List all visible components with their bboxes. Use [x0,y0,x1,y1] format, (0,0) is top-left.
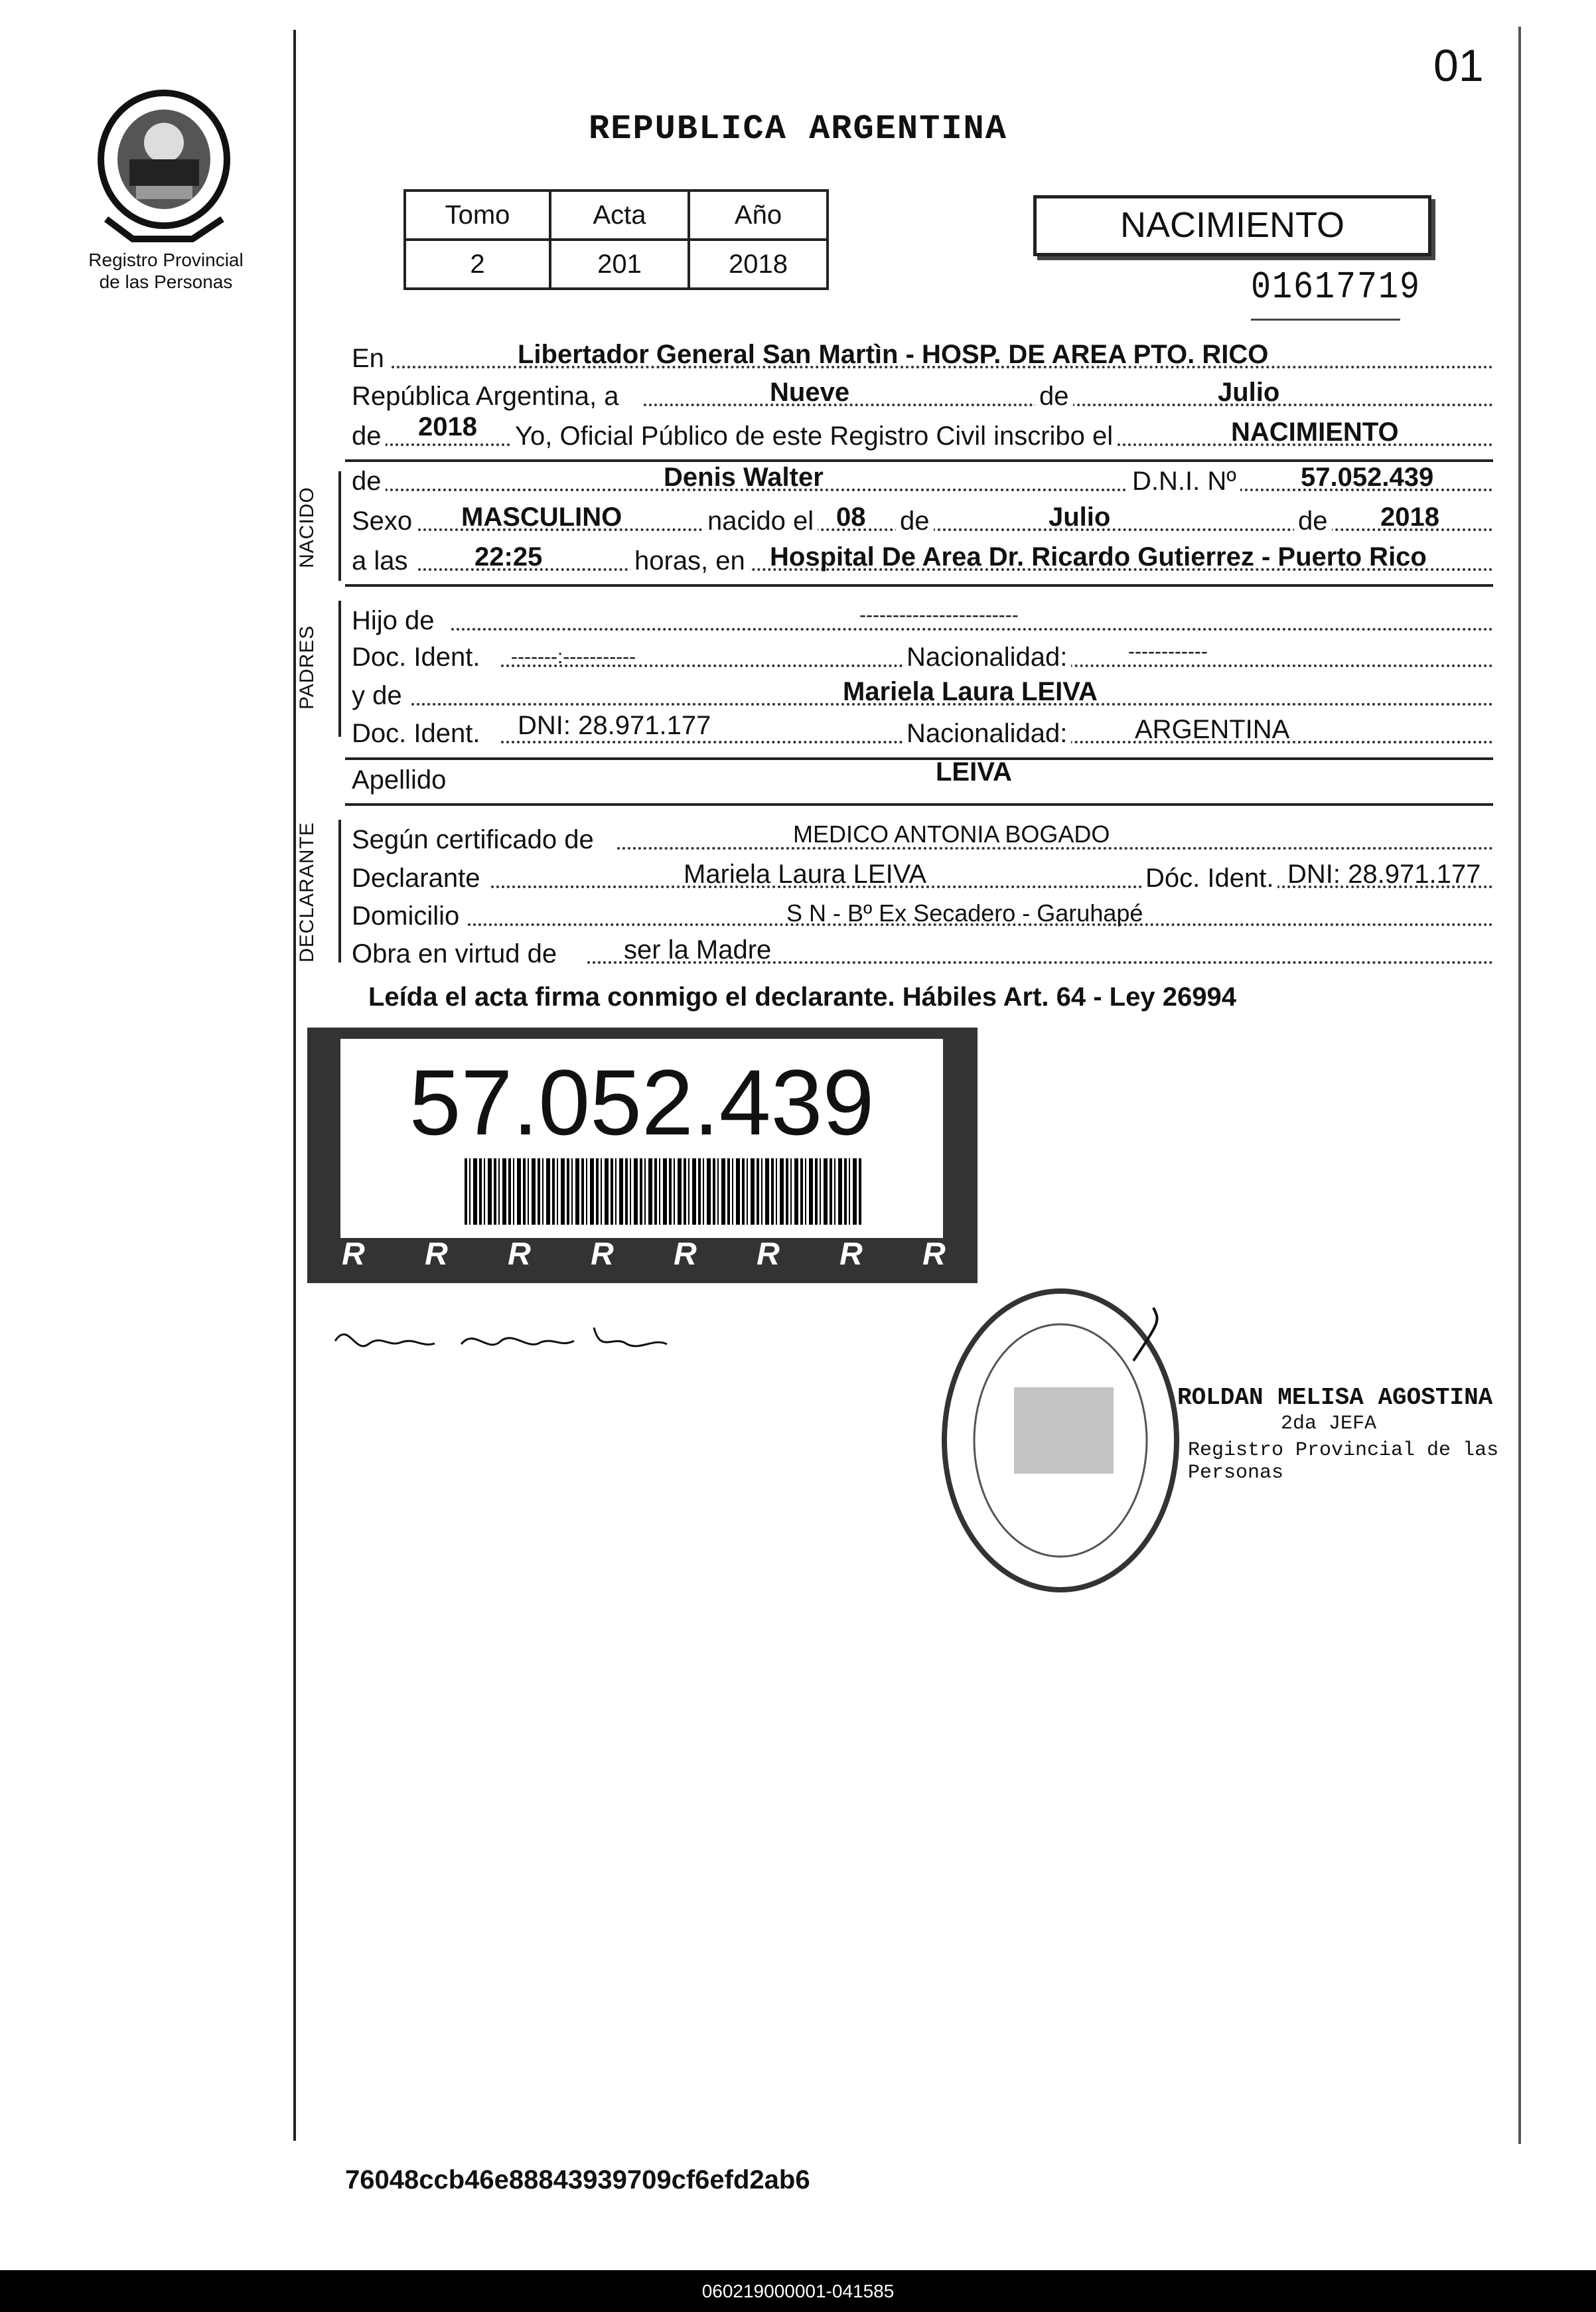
row-declarante [352,855,1493,893]
en-value: Libertador General San Martìn - HOSP. DE AREA PTO. RICO [518,340,1269,369]
row-doc [352,634,1493,672]
declarante-doc-value: DNI: 28.971.177 [1287,860,1481,889]
nacido-de-label: de [352,467,386,497]
birth-day: 08 [836,502,866,532]
registry-caption [66,249,265,293]
declarante-section-label: DECLARANTE [296,822,318,963]
row-republica [352,373,1493,412]
a-las-label: a las [352,546,412,576]
official-role: 2da JEFA [1281,1413,1377,1435]
row-apellido [352,757,1493,795]
official-office: Registro Provincial de las Personas [1188,1439,1499,1484]
document-hash: 76048ccb46e88843939709cf6efd2ab6 [345,2165,810,2195]
left-margin-rule [293,30,296,2141]
reading-note: Leída el acta firma conmigo el declarante. Hábiles Art. 64 - Ley 26994 [368,982,1236,1012]
row-nacido-name [352,458,1493,497]
registry-caption-line2: de las Personas [99,271,233,292]
band-r-3: R [508,1237,531,1272]
day-value: Nueve [770,378,850,407]
row-doc2 [352,710,1493,749]
declarante-section-bar [338,820,341,963]
mother-value: Mariela Laura LEIVA [843,677,1098,706]
barcode [465,1158,863,1225]
horas-label: horas, en [630,546,749,576]
apellido-value: LEIVA [936,757,1012,787]
right-margin-rule [1518,27,1521,2144]
nacido-name-value: Denis Walter [664,463,824,492]
band-r-6: R [757,1237,780,1272]
apellido-label: Apellido [352,765,450,795]
birth-de-label2: de [1294,506,1332,536]
declarante-value: Mariela Laura LEIVA [684,860,927,889]
yo-label: Yo, Oficial Público de este Registro Civil inscribo el [511,422,1117,451]
birth-de-label: de [896,506,934,536]
serial-number: 01617719 [1251,266,1421,310]
birth-month: Julio [1049,502,1111,532]
row-obra [352,931,1493,969]
dni-value: 57.052.439 [1301,463,1434,492]
anio-value: 2018 [689,240,828,289]
act-type-box: NACIMIENTO [1033,195,1431,256]
declarante-label: Declarante [352,864,484,893]
band-r-2: R [425,1237,448,1272]
de-label: de [1035,382,1073,412]
tomo-header: Tomo [405,191,550,240]
doc2-value: DNI: 28.971.177 [518,711,711,740]
domicilio-label: Domicilio [352,901,463,931]
band-r-5: R [674,1237,697,1272]
doc2-label: Doc. Ident. [352,719,484,749]
page-number: 01 [1433,40,1484,91]
row-certificado [352,816,1493,855]
band-r-8: R [922,1237,946,1272]
band-r-4: R [591,1237,614,1272]
hijo-value: ------------------------ [859,604,1019,626]
y-de-label: y de [352,681,406,711]
certificado-label: Según certificado de [352,825,598,855]
row-en [352,335,1493,374]
divider-4 [345,803,1493,806]
row-year [352,413,1493,451]
official-stamp [934,1281,1187,1600]
sexo-value: MASCULINO [461,502,622,532]
sexo-label: Sexo [352,506,416,536]
declarante-doc-label: Dóc. Ident. [1141,864,1277,893]
nacionalidad-value: ------------ [1128,641,1208,662]
registry-caption-line1: Registro Provincial [88,250,244,270]
tomo-value: 2 [405,240,550,289]
id-label-number: 57.052.439 [409,1050,875,1154]
en-label: En [352,344,388,374]
doc-label: Doc. Ident. [352,643,484,672]
id-label-band [312,1236,976,1280]
acta-value: 201 [550,240,689,289]
register-table [403,189,829,290]
birth-year: 2018 [1380,502,1439,532]
time-value: 22:25 [474,542,543,572]
obra-label: Obra en virtud de [352,939,561,969]
padres-section-bar [338,601,341,737]
hijo-label: Hijo de [352,606,439,636]
anio-header: Año [689,191,828,240]
official-name: ROLDAN MELISA AGOSTINA [1177,1384,1493,1411]
nacionalidad2-label: Nacionalidad: [903,719,1071,749]
band-r-1: R [342,1237,365,1272]
nacido-el-label: nacido el [703,506,818,536]
month-value: Julio [1218,378,1280,407]
row-sexo [352,498,1493,536]
obra-value: ser la Madre [624,935,772,964]
certificado-value: MEDICO ANTONIA BOGADO [793,820,1110,848]
dni-label: D.N.I. Nº [1128,467,1240,497]
doc-value: -------:----------- [511,646,636,668]
year-value: 2018 [418,412,477,441]
nacido-section-bar [338,471,341,581]
acta-header: Acta [550,191,689,240]
serial-underline [1251,319,1400,321]
padres-section-label: PADRES [296,625,318,710]
nacido-section-label: NACIDO [296,487,318,569]
nacionalidad-label: Nacionalidad: [903,643,1071,672]
document-title: REPUBLICA ARGENTINA [589,110,1007,149]
republica-label: República Argentina, a [352,382,623,412]
footer-code: 060219000001-041585 [0,2270,1596,2312]
row-hijo [352,597,1493,636]
divider-2 [345,584,1493,587]
inscribe-value: NACIMIENTO [1231,418,1399,447]
row-domicilio [352,893,1493,931]
nacionalidad2-value: ARGENTINA [1135,715,1290,744]
band-r-7: R [839,1237,863,1272]
de2-label: de [352,422,386,451]
row-a-las [352,538,1493,576]
place-value: Hospital De Area Dr. Ricardo Gutierrez - Puerto Rico [770,542,1427,572]
row-y-de [352,672,1493,711]
declarant-signature [328,1314,674,1367]
domicilio-value: S N - Bº Ex Secadero - Garuhapé [786,899,1143,927]
